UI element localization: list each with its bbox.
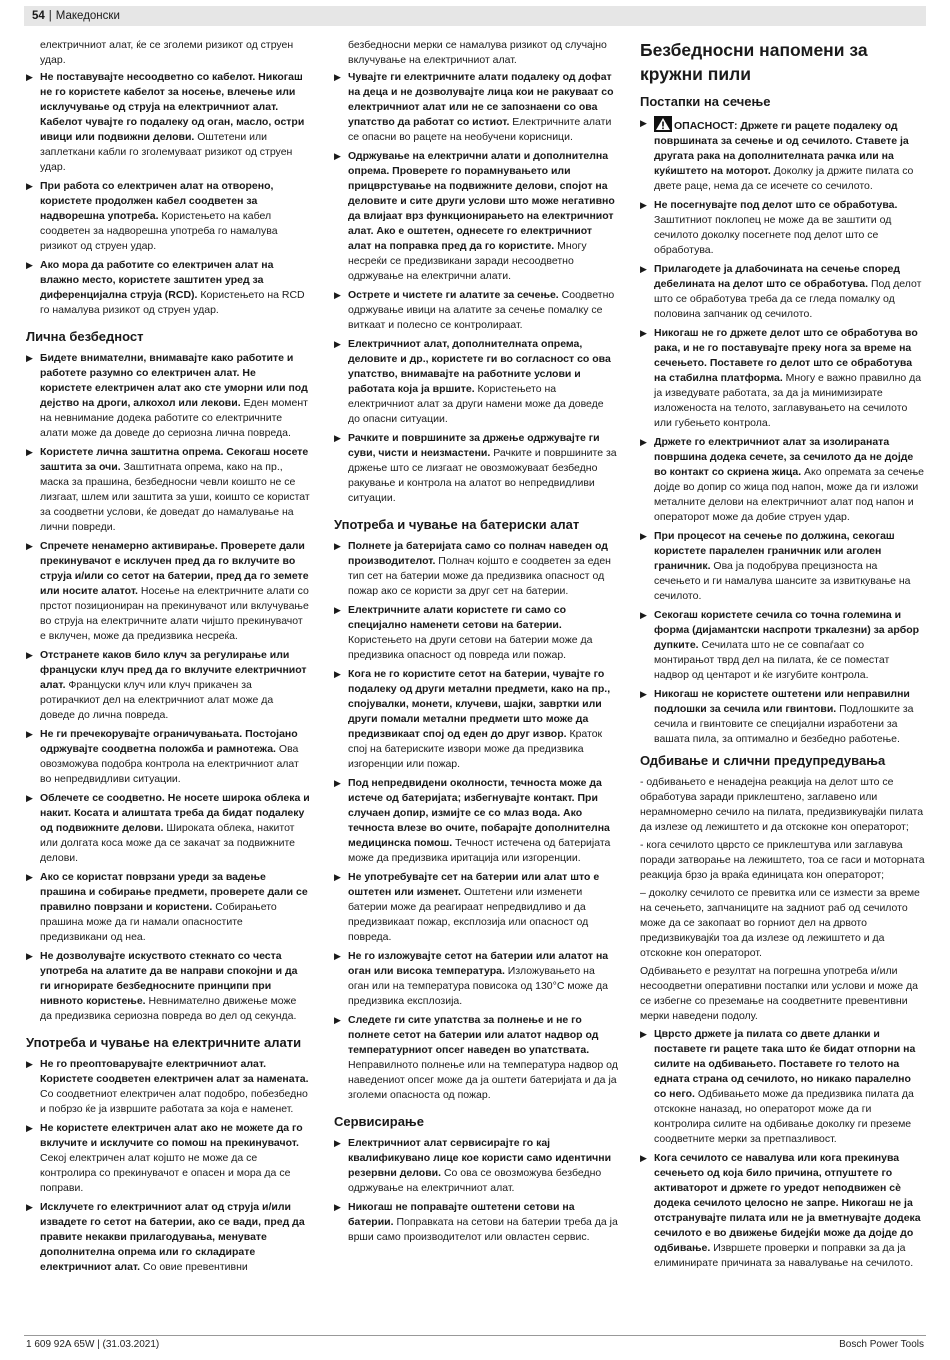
paragraph: – доколку сечилото се превитка или се измести за време на сечењето, запчаниците на задниот раб од сечилото може да се закопаат во горниот дел на дрвото предизвикувајќи тоа да излезе од лежиштето и да отскокне кон операторот. bbox=[640, 887, 920, 959]
item-bold-text: Држете го електричниот алат за изолираната површина додека сечете, за сечилото да не дојде во контакт со скриена жица. bbox=[654, 436, 914, 478]
bullet-arrow-icon: ▶ bbox=[334, 339, 341, 349]
bullet-arrow-icon: ▶ bbox=[26, 72, 33, 82]
item-bold-text: Користете лична заштитна опрема. Секогаш носете заштита за очи. bbox=[40, 446, 309, 473]
item-text: Широката облека, накитот или долгата коса може да се закачат за подвижните делови. bbox=[40, 822, 296, 864]
list-item bbox=[26, 258, 310, 318]
item-text: Ако опремата за сечење дојде во допир со жица под напон, може да ги изложи металните делови на електричниот алат под напон и операторот може да добие струен удар. bbox=[654, 466, 925, 523]
item-text: Заштитниот поклопец не може да ве заштити од сечилото доколку посегнете под делот што се обработува. bbox=[654, 214, 892, 256]
item-bold-text: Цврсто држете ја пилата со двете дланки и поставете ги рацете така што ќе бидат отпорни на силите на одбивањето. Поставете го телото на едната страна од сечилото, но никако паралелно со него. bbox=[654, 1028, 916, 1100]
item-bold-text: Не ги пречекорувајте ограничувањата. Постојано одржувајте соодветна положба и рамнотежа. bbox=[40, 728, 298, 755]
bullet-arrow-icon: ▶ bbox=[334, 1138, 341, 1148]
section-heading: Лична безбедност bbox=[26, 329, 144, 344]
item-bold-text: Ако се користат поврзани уреди за вадење прашина и собирање предмети, проверете дали се правилно поврзани и користени. bbox=[40, 871, 308, 913]
bullet-arrow-icon: ▶ bbox=[640, 1153, 647, 1163]
item-bold-text: Прилагодете ја длабочината на сечење според дебелината на делот што се обработува. bbox=[654, 263, 901, 290]
list-item bbox=[334, 539, 618, 599]
item-text: Со соодветниот електричен алат подобро, побезбедно и побрзо ќе ја извршите работата за која е наменет. bbox=[40, 1088, 308, 1115]
item-bold-text: Секогаш користете сечила со точна големина и форма (дијамантски наспроти тркалезни) за арбор дупките. bbox=[654, 609, 920, 651]
item-list bbox=[334, 1136, 618, 1245]
header-language: Македонски bbox=[55, 10, 120, 22]
item-text: Поправката на сетови на батерии треба да ја врши само производителот или овластен сервис. bbox=[348, 1216, 618, 1243]
paragraph-list bbox=[640, 775, 926, 1024]
list-item bbox=[26, 1200, 310, 1275]
list-item bbox=[26, 1057, 310, 1117]
section-heading: Сервисирање bbox=[334, 1114, 424, 1129]
document-code: 1 609 92A 65W | (31.03.2021) bbox=[26, 1339, 160, 1350]
list-item bbox=[334, 1013, 618, 1103]
item-bold-text: Острете и чистете ги алатите за сечење. bbox=[348, 289, 559, 301]
list-item bbox=[640, 1151, 926, 1271]
item-list bbox=[334, 70, 618, 506]
bullet-arrow-icon: ▶ bbox=[334, 151, 341, 161]
item-bold-text: Не посегнувајте под делот што се обработува. bbox=[654, 199, 898, 211]
item-text: Користењето на RCD го намалува ризикот од струен удар. bbox=[40, 289, 305, 316]
bullet-arrow-icon: ▶ bbox=[334, 778, 341, 788]
list-item bbox=[640, 326, 926, 431]
warning-triangle-icon bbox=[654, 116, 672, 132]
item-bold-text: Ако мора да работите со електричен алат на влажно место, користете заштитен уред за диференцијална струја (RCD). bbox=[40, 259, 274, 301]
bullet-arrow-icon: ▶ bbox=[334, 433, 341, 443]
list-item bbox=[334, 149, 618, 284]
item-text: Доколку ја држите пилата со двете раце, нема да се исечете со сечилото. bbox=[654, 165, 914, 192]
bullet-arrow-icon: ▶ bbox=[640, 200, 647, 210]
item-bold-text: Кога не го користите сетот на батерии, чувајте го подалеку од други метални предмети, како на пр., спојувалки, монети, клучеви, шајки, завртки или други помали метални предмети што може да предизвикаат спој од еден до друг извор. bbox=[348, 668, 611, 740]
item-text: Собирањето прашина може да ги намали опасностите предизвикани од неа. bbox=[40, 901, 277, 943]
bullet-arrow-icon: ▶ bbox=[26, 260, 33, 270]
bullet-arrow-icon: ▶ bbox=[640, 689, 647, 699]
item-bold-text: Исклучете го електричниот алат од струја и/или извадете го сетот на батерии, ако се вади, пред да правите некакви прилагодувања, менувате дополнителна опрема или го складирате електричниот алат. bbox=[40, 1201, 305, 1273]
bullet-arrow-icon: ▶ bbox=[26, 650, 33, 660]
item-text: Секој електричен алат којшто не може да се контролира со прекинувачот е опасен и мора да се поправи. bbox=[40, 1152, 291, 1194]
page-header bbox=[24, 6, 926, 26]
bullet-arrow-icon: ▶ bbox=[26, 353, 33, 363]
item-text: Носење на електричните алати со прстот позициониран на прекинувачот или вклучување во струја на електричните алати чијшто прекинувачот е вклучен, може да предизвика несреќа. bbox=[40, 585, 309, 642]
item-bold-text: Никогаш не го држете делот што се обработува во рака, и не го поставувајте преку нога за време на сечењето. Поставете го делот што се обработува на стабилна платформа. bbox=[654, 327, 918, 384]
list-item bbox=[26, 70, 310, 175]
bullet-arrow-icon: ▶ bbox=[334, 1202, 341, 1212]
item-text: Извршете проверки и поправки за да ја елиминирате причината за навалување на сечилото. bbox=[654, 1242, 914, 1269]
list-item bbox=[334, 776, 618, 866]
paragraph: - кога сечилото цврсто се приклештува или заглавува поради затворање на лежиштето, тоа се гаси и моторната реакција брзо ја враќа единицата кон операторот; bbox=[640, 839, 925, 881]
list-item bbox=[26, 949, 310, 1024]
item-bold-text: Следете ги сите упатства за полнење и не го полнете сетот на батерии или алатот надвор од температурниот опсег наведен во упатствата. bbox=[348, 1014, 599, 1056]
bullet-arrow-icon: ▶ bbox=[334, 1015, 341, 1025]
item-text: Еден момент на невнимание додека работите со електричните алати може да доведе до сериозна лична повреда. bbox=[40, 397, 308, 439]
chapter-title: Безбедносни напомени за кружни пили bbox=[640, 40, 868, 84]
bullet-arrow-icon: ▶ bbox=[640, 531, 647, 541]
bullet-arrow-icon: ▶ bbox=[334, 951, 341, 961]
list-item bbox=[334, 949, 618, 1009]
bullet-arrow-icon: ▶ bbox=[334, 72, 341, 82]
item-text: Сечилата што не се совпаѓаат со монтирањот тврд дел на пилата, ќе се поместат надвор од центарот и ќе изгубите контрола. bbox=[654, 639, 890, 681]
item-text: Многу несреќи се предизвикани заради несоодветно одржување на електрични алати. bbox=[348, 240, 587, 282]
item-bold-text: Одржување на електрични алати и дополнителна опрема. Проверете го порамнувањето или прицврстување на подвижните делови, спојот на деловите и сите други услови што може негативно да влијаат врз функционирањето на електричниот алат. Ако е оштетен, однесете го електричниот алат на поправка пред да го користите. bbox=[348, 150, 615, 252]
list-item bbox=[640, 262, 926, 322]
list-item bbox=[26, 539, 310, 644]
item-list bbox=[640, 1027, 926, 1271]
list-item bbox=[334, 870, 618, 945]
section-heading: Употреба и чување на електричните алати bbox=[26, 1035, 302, 1050]
item-bold-text: Полнете ја батеријата само со полнач наведен од производителот. bbox=[348, 540, 608, 567]
continuation-text: електричниот алат, ќе се зголеми ризикот од струен удар. bbox=[40, 39, 294, 66]
list-item bbox=[640, 435, 926, 525]
list-item bbox=[26, 727, 310, 787]
list-item bbox=[26, 179, 310, 254]
item-bold-text: Не употребувајте сет на батерии или алат што е оштетен или изменет. bbox=[348, 871, 600, 898]
item-bold-text: Бидете внимателни, внимавајте како работите и работете разумно со електричен алат. Не користете електричен алат ако сте уморни или под дејство на дроги, алкохол или лекови. bbox=[40, 352, 308, 409]
bullet-arrow-icon: ▶ bbox=[26, 1059, 33, 1069]
item-text: Со ова се овозможува безбедно одржување на електричниот алат. bbox=[348, 1167, 602, 1194]
bullet-arrow-icon: ▶ bbox=[26, 1123, 33, 1133]
list-item bbox=[334, 603, 618, 663]
list-item bbox=[26, 648, 310, 723]
bullet-arrow-icon: ▶ bbox=[26, 872, 33, 882]
list-item bbox=[26, 445, 310, 535]
item-text: Користењето на други сетови на батерии може да предизвика опасност од повреда или пожар. bbox=[348, 634, 593, 661]
list-item bbox=[640, 1027, 926, 1147]
bullet-arrow-icon: ▶ bbox=[640, 264, 647, 274]
item-bold-text: Спречете ненамерно активирање. Проверете дали прекинувачот е исклучен пред да го вклучите во струја и/или со сетот на батерии, пред да го земете или носите алатот. bbox=[40, 540, 309, 597]
item-text: Соодветно одржување ивици на алатите за сечење помалку се виткаат и полесно се контролираат. bbox=[348, 289, 615, 331]
item-bold-text: При работа со електричен алат на отворено, користете продолжен кабел соодветен за надворешна употреба. bbox=[40, 180, 274, 222]
item-text: Со овие превентивни bbox=[140, 1261, 248, 1273]
bullet-arrow-icon: ▶ bbox=[26, 951, 33, 961]
list-item bbox=[26, 870, 310, 945]
list-item bbox=[334, 337, 618, 427]
item-text: Течност истечена од батеријата може да предизвика иритација или изгоренции. bbox=[348, 837, 611, 864]
column-2 bbox=[334, 38, 618, 1249]
item-text: Подлошките за сечила и гвинтовите се специјални изработени за вашата пила, за оптимално и безбедно работење. bbox=[654, 703, 914, 745]
list-item bbox=[26, 791, 310, 866]
list-item bbox=[640, 529, 926, 604]
item-text: Рачките и површините за држење што се лизгаат не овозможуваат безбедно ракување и контрола на алатот во непредвидливи ситуации. bbox=[348, 447, 617, 504]
danger-list-item bbox=[640, 116, 926, 194]
item-text: Оштетени или изменети батерии може да реагираат непредвидливо и да предизвикаат пожар, експлозија или опасност од повреда. bbox=[348, 886, 589, 943]
item-text: Француски клуч или клуч прикачен за ротирачкиот дел на електричниот алат може да доведе до лична повреда. bbox=[40, 679, 274, 721]
bullet-arrow-icon: ▶ bbox=[640, 1029, 647, 1039]
item-text: Користењето на кабел соодветен за надворешна употреба го намалува ризикот од струен удар. bbox=[40, 210, 278, 252]
list-item bbox=[334, 431, 618, 506]
bullet-arrow-icon: ▶ bbox=[640, 437, 647, 447]
item-bold-text: Електричните алати користете ги само со специјално наменети сетови на батерии. bbox=[348, 604, 567, 631]
list-item bbox=[640, 608, 926, 683]
item-text: Оштетени или заплеткани кабли го зголемуваат ризикот од струен удар. bbox=[40, 131, 293, 173]
item-list bbox=[640, 198, 926, 747]
bullet-arrow-icon: ▶ bbox=[640, 610, 647, 620]
item-text: Многу е важно правилно да ја изведувате работата, за да ја минимизирате изложеноста на телото, заглавувањето на сечилото или губењето контрола. bbox=[654, 372, 922, 429]
item-text: Полнач којшто е соодветен за еден тип сет на батерии може да предизвика опасност од пожар ако се користи за друг сет на батерии. bbox=[348, 555, 611, 597]
section-heading: Постапки на сечење bbox=[640, 94, 771, 109]
item-bold-text: Чувајте ги електричните алати подалеку од дофат на деца и не дозволувајте лица кои не ракуваат со електричниот алат или не се запознаени со ова упатство да работат со истиот. bbox=[348, 71, 614, 128]
paragraph: Одбивањето е резултат на погрешна употреба и/или несоодветни оперативни постапки или услови и може да се избегне со преземање на соодветните превентивни мерки наведени подолу. bbox=[640, 965, 919, 1022]
item-list bbox=[26, 1057, 310, 1275]
list-item bbox=[640, 198, 926, 258]
bullet-arrow-icon: ▶ bbox=[26, 729, 33, 739]
bullet-arrow-icon: ▶ bbox=[334, 669, 341, 679]
item-text: Ова овозможува подобра контрола на електричниот алат во непредвидливи ситуации. bbox=[40, 743, 299, 785]
bullet-arrow-icon: ▶ bbox=[26, 1202, 33, 1212]
section-heading: Одбивање и слични предупредувања bbox=[640, 753, 886, 768]
list-item bbox=[26, 351, 310, 441]
brand-name: Bosch Power Tools bbox=[839, 1339, 924, 1350]
paragraph: - одбивањето е ненадејна реакција на делот што се обработува заради приклештено, заглавено или нерамномерно сечило на пилата, предизвикувајќи пилата да излезе од лежиштето и да отскокне кон операторот; bbox=[640, 776, 924, 833]
item-text: Под делот што се обработува треба да се гледа помалку од половина запчаник од сечилото. bbox=[654, 278, 922, 320]
list-item bbox=[334, 288, 618, 333]
item-bold-text: Не користете електричен алат ако не можете да го вклучите и исклучите со помош на прекинувачот. bbox=[40, 1122, 303, 1149]
item-bold-text: Не го изложувајте сетот на батерии или алатот на оган или висока температура. bbox=[348, 950, 609, 977]
item-bold-text: Електричниот алат сервисирајте го кај квалификувано лице кое користи само идентични резервни делови. bbox=[348, 1137, 612, 1179]
bullet-arrow-icon: ▶ bbox=[334, 541, 341, 551]
bullet-arrow-icon: ▶ bbox=[334, 872, 341, 882]
item-bold-text: Електричниот алат, дополнителната опрема, деловите и др., користете ги во согласност со ова упатство, внимавајте на работните услови и работата која ја вршите. bbox=[348, 338, 611, 395]
item-bold-text: Не поставувајте несоодветно со кабелот. Никогаш не го користете кабелот за носење, влечење или исклучување од струја на електричниот алат. Кабелот чувајте го подалеку од оган, масло, остри ивици или подвижни делови. bbox=[40, 71, 305, 143]
bullet-arrow-icon: ▶ bbox=[26, 793, 33, 803]
page-number: 54 bbox=[32, 10, 45, 22]
bullet-arrow-icon: ▶ bbox=[334, 605, 341, 615]
item-bold-text: Никогаш не користете оштетени или неправилни подлошки за сечила или гвинтови. bbox=[654, 688, 910, 715]
item-bold-text: Никогаш не поправајте оштетени сетови на батерии. bbox=[348, 1201, 575, 1228]
column-1 bbox=[26, 38, 310, 1279]
column-3 bbox=[640, 38, 926, 1275]
list-item bbox=[26, 1121, 310, 1196]
bullet-arrow-icon: ▶ bbox=[26, 541, 33, 551]
item-text: Ова ја подобрува прецизноста на сечењето и ги намалува шансите за извиткување на сечилото. bbox=[654, 560, 911, 602]
item-bold-text: Не го преоптоварувајте електричниот алат. Користете соодветен електричен алат за намената. bbox=[40, 1058, 309, 1085]
section-heading: Употреба и чување на батериски алат bbox=[334, 517, 580, 532]
item-list bbox=[334, 539, 618, 1103]
item-bold-text: Не дозволувајте искуството стекнато со честа употреба на алатите да ве направи спокојни и да ги игнорирате безбедносните принципи при нивното користење. bbox=[40, 950, 298, 1007]
item-text: Електричните алати се опасни во рацете на необучени корисници. bbox=[348, 116, 612, 143]
continuation-text: безбедносни мерки се намалува ризикот од случајно вклучување на електричниот алат. bbox=[348, 39, 607, 66]
item-bold-text: При процесот на сечење по должина, секогаш користете паралелен граничник или аголен граничник. bbox=[654, 530, 895, 572]
item-text: Одбивањето може да предизвика пилата да отскокне наназад, но операторот може да ги контролира силите на одбивање доколку ги преземе соодветните мерки за претпазливост. bbox=[654, 1088, 914, 1145]
item-list bbox=[26, 351, 310, 1024]
list-item bbox=[334, 1200, 618, 1245]
item-text: Краток спој на батериските извори може да предизвика изгоренции или пожар. bbox=[348, 728, 603, 770]
item-bold-text: Под непредвидени околности, течноста може да истече од батеријата; избегнувајте контакт. При случаен допир, измијте се со млаз вода. Ако течноста влезе во очите, побарајте дополнителна медицинска помош. bbox=[348, 777, 610, 849]
item-bold-text: Кога сечилото се навалува или кога прекинува сечењето од која било причина, отпуштете го активаторот и држете го уредот неподвижен сè додека сечилото целосно не запре. Никогаш не ја отстранувајте пилата или не ја вметнувајте додека сечилото е во движење бидејќи може да дојде до одбивање. bbox=[654, 1152, 921, 1254]
item-text: Користењето на електричниот алат за други намени може да доведе до опасни ситуации. bbox=[348, 383, 604, 425]
header-separator: | bbox=[48, 10, 52, 22]
list-item bbox=[334, 70, 618, 145]
item-text: Заштитната опрема, како на пр., маска за прашина, безбедносни чевли коишто не се лизгаат, шлем или заштита за уши, коишто се користат за соодветни услови, ќе доведат до намалување на лични повреди. bbox=[40, 461, 310, 533]
list-item bbox=[334, 1136, 618, 1196]
item-bold-text: Облечете се соодветно. Не носете широка облека и накит. Косата и алиштата треба да бидат подалеку од подвижните делови. bbox=[40, 792, 310, 834]
item-text: Неправилното полнење или на температура надвор од наведениот опсег може да ја оштети батеријата и да ја зголеми опасноста од пожар. bbox=[348, 1059, 618, 1101]
bullet-arrow-icon: ▶ bbox=[26, 447, 33, 457]
item-bold-text: Отстранете каков било клуч за регулирање или француски клуч пред да го вклучите електричниот алат. bbox=[40, 649, 307, 691]
footer-divider bbox=[24, 1335, 926, 1336]
list-item bbox=[640, 687, 926, 747]
bullet-arrow-icon: ▶ bbox=[26, 181, 33, 191]
bullet-arrow-icon: ▶ bbox=[640, 328, 647, 338]
item-list bbox=[26, 70, 310, 318]
item-text: Невнимателно движење може да предизвика сериозна повреда во дел од секунда. bbox=[40, 995, 297, 1022]
bullet-arrow-icon: ▶ bbox=[334, 290, 341, 300]
item-text: Изложувањето на оган или на температура повисока од 130°C може да предизвика експлозија. bbox=[348, 965, 609, 1007]
list-item bbox=[334, 667, 618, 772]
item-bold-text: ОПАСНОСТ: Држете ги рацете подалеку од површината за сечење и од сечилото. Ставете ја другата рака на дополнителната рачка или на куќиштето на моторот. bbox=[654, 120, 909, 177]
item-bold-text: Рачките и површините за држење одржувајте ги суви, чисти и неизмастени. bbox=[348, 432, 600, 459]
bullet-arrow-icon: ▶ bbox=[640, 118, 647, 128]
